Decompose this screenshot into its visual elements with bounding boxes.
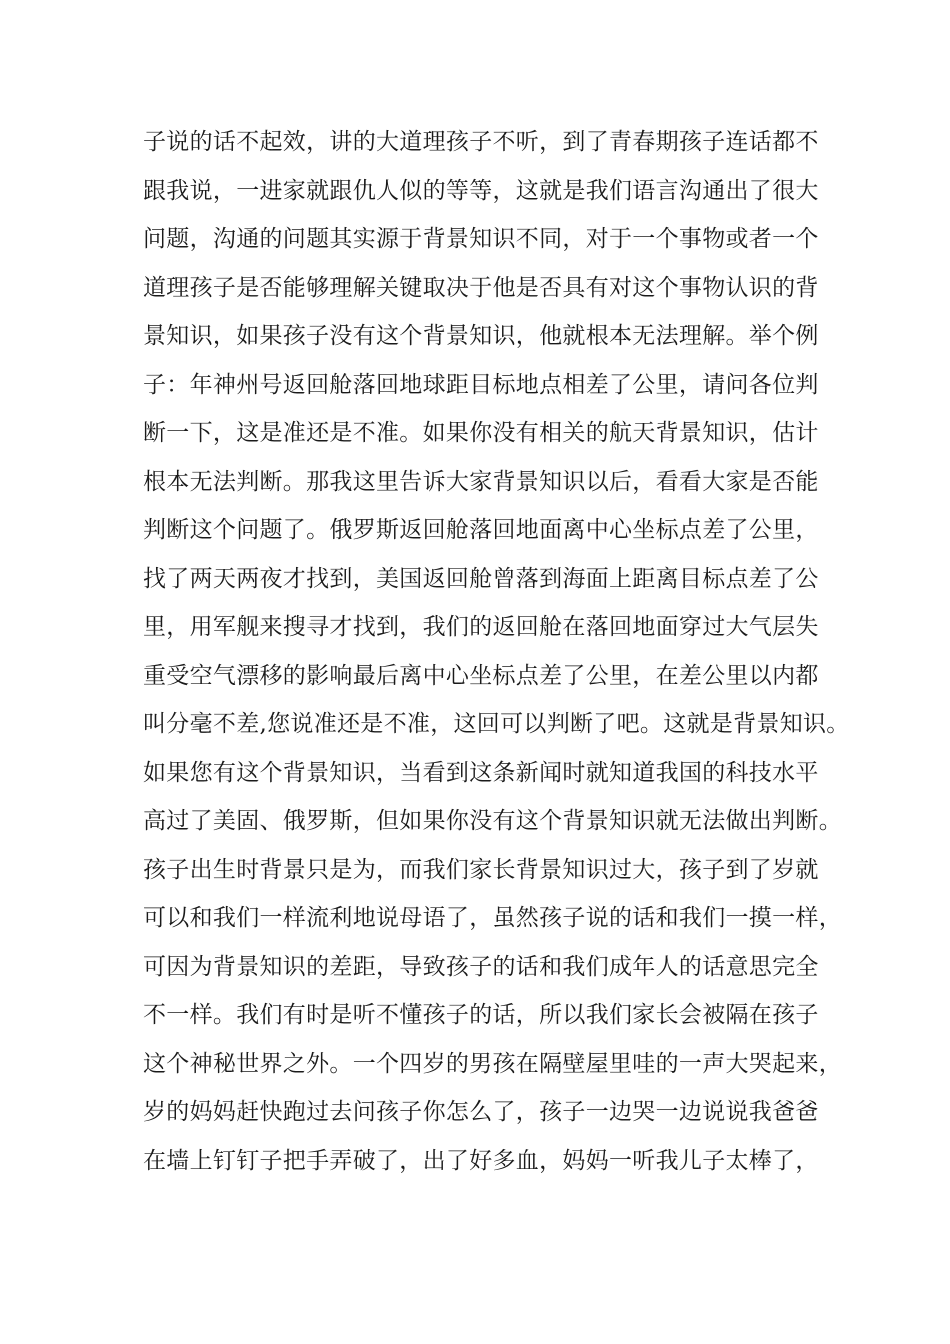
text-line-8: 根本无法判断。那我这里告诉大家背景知识以后，看看大家是否能 xyxy=(143,468,819,495)
text-line-18: 可因为背景知识的差距，导致孩子的话和我们成年人的话意思完全 xyxy=(143,953,819,980)
text-line-6: 子：年神州号返回舱落回地球距目标地点相差了公里，请问各位判 xyxy=(143,371,819,398)
text-line-2: 跟我说，一进家就跟仇人似的等等，这就是我们语言沟通出了很大 xyxy=(143,177,819,204)
body-text xyxy=(143,118,850,1185)
text-line-9: 判断这个问题了。俄罗斯返回舱落回地面离中心坐标点差了公里， xyxy=(143,517,819,543)
text-line-7: 断一下，这是准还是不准。如果你没有相关的航天背景知识，估计 xyxy=(143,420,819,446)
text-line-14: 如果您有这个背景知识，当看到这条新闻时就知道我国的科技水平 xyxy=(143,759,819,786)
text-line-17: 可以和我们一样流利地说母语了，虽然孩子说的话和我们一摸一样， xyxy=(143,905,842,931)
text-line-16: 孩子出生时背景只是为，而我们家长背景知识过大，孩子到了岁就 xyxy=(143,856,819,883)
text-line-11: 里，用军舰来搜寻才找到，我们的返回舱在落回地面穿过大气层失 xyxy=(143,614,819,640)
text-line-19: 不一样。我们有时是听不懂孩子的话，所以我们家长会被隔在孩子 xyxy=(143,1002,819,1028)
text-line-4: 道理孩子是否能够理解关键取决于他是否具有对这个事物认识的背 xyxy=(143,274,819,301)
text-line-13: 叫分毫不差,您说准还是不准，这回可以判断了吧。这就是背景知识。 xyxy=(143,711,850,737)
text-line-10: 找了两天两夜才找到，美国返回舱曾落到海面上距离目标点差了公 xyxy=(143,565,819,592)
text-line-12: 重受空气漂移的影响最后离中心坐标点差了公里，在差公里以内都 xyxy=(143,662,819,689)
text-line-20: 这个神秘世界之外。一个四岁的男孩在隔壁屋里哇的一声大哭起来， xyxy=(143,1050,842,1077)
text-line-21: 岁的妈妈赶快跑过去问孩子你怎么了，孩子一边哭一边说说我爸爸 xyxy=(143,1099,819,1125)
text-line-1: 子说的话不起效，讲的大道理孩子不听，到了青春期孩子连话都不 xyxy=(143,129,819,155)
text-line-5: 景知识，如果孩子没有这个背景知识，他就根本无法理解。举个例 xyxy=(143,323,819,349)
text-line-3: 问题，沟通的问题其实源于背景知识不同，对于一个事物或者一个 xyxy=(143,226,819,252)
text-line-22: 在墙上钉钉子把手弄破了，出了好多血，妈妈一听我儿子太棒了， xyxy=(143,1147,819,1174)
text-line-15: 高过了美固、俄罗斯，但如果你没有这个背景知识就无法做出判断。 xyxy=(143,808,842,834)
